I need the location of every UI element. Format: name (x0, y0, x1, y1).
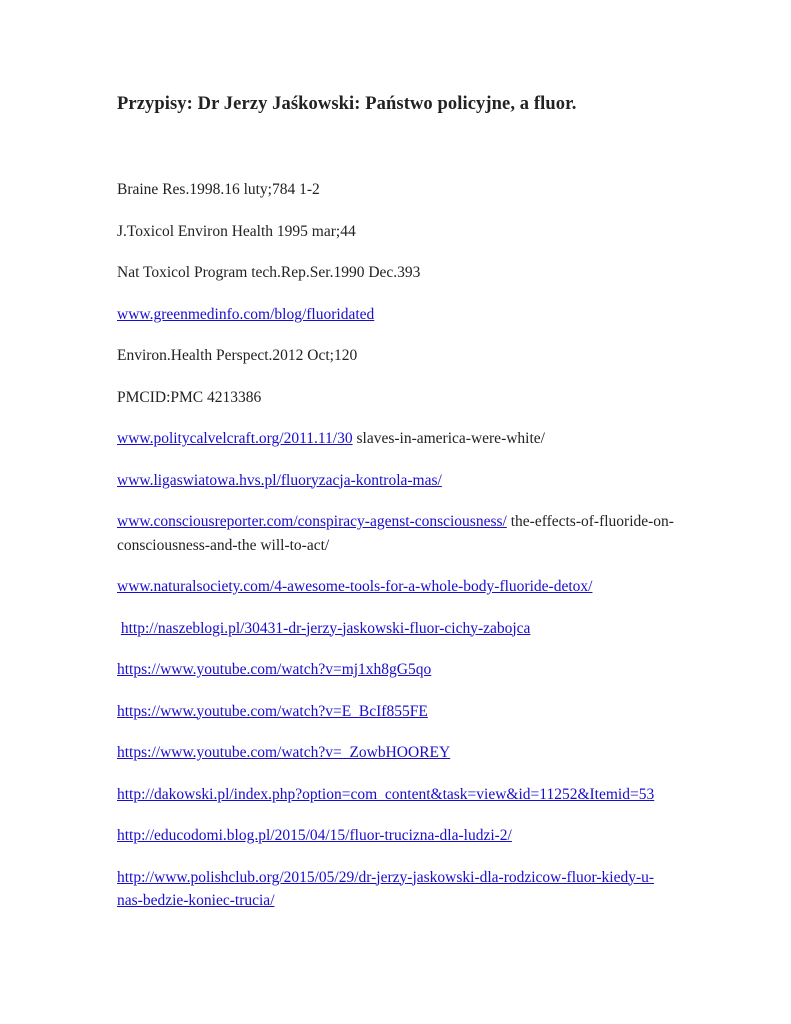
reference-link[interactable]: https://www.youtube.com/watch?v=_ZowbHOOREY (117, 744, 451, 761)
reference-item (117, 427, 677, 451)
reference-item (117, 658, 677, 682)
reference-link[interactable]: www.ligaswiatowa.hvs.pl/fluoryzacja-kontrola-mas/ (117, 471, 442, 489)
reference-list (117, 178, 677, 931)
reference-item (117, 575, 677, 599)
reference-link[interactable]: http://dakowski.pl/index.php?option=com_content&task=view&id=11252&Itemid=53 (117, 785, 655, 803)
reference-link[interactable]: www.consciousreporter.com/conspiracy-agenst-consciousness/ (117, 513, 507, 530)
reference-suffix-text: slaves-in-america-were-white/ (352, 430, 545, 447)
reference-item (117, 824, 677, 848)
reference-link[interactable]: www.naturalsociety.com/4-awesome-tools-for-a-whole-body-fluoride-detox/ (117, 578, 593, 595)
reference-text: J.Toxicol Environ Health 1995 mar;44 (117, 222, 356, 240)
reference-link[interactable]: www.politycalvelcraft.org/2011.11/30 (117, 430, 353, 447)
reference-item (117, 866, 677, 913)
reference-item (117, 303, 677, 327)
reference-link[interactable]: www.greenmedinfo.com/blog/fluoridated (117, 305, 375, 323)
reference-item (117, 617, 677, 641)
reference-link[interactable]: http://naszeblogi.pl/30431-dr-jerzy-jaskowski-fluor-cichy-zabojca (120, 619, 531, 637)
reference-item (117, 741, 677, 765)
reference-item (117, 344, 677, 368)
reference-item (117, 220, 677, 244)
reference-link[interactable]: https://www.youtube.com/watch?v=mj1xh8gG5qo (117, 661, 432, 678)
document-title: Przypisy: Dr Jerzy Jaśkowski: Państwo policyjne, a fluor. (117, 94, 577, 114)
reference-item (117, 783, 677, 807)
reference-item (117, 510, 677, 557)
reference-text: Braine Res.1998.16 luty;784 1-2 (117, 181, 320, 198)
reference-item (117, 469, 677, 493)
reference-link[interactable]: http://www.polishclub.org/2015/05/29/dr-jerzy-jaskowski-dla-rodzicow-fluor-kiedy-u-nas-bedzie-koniec-trucia/ (117, 868, 655, 909)
reference-link[interactable]: https://www.youtube.com/watch?v=E_BcIf855FE (117, 702, 428, 720)
reference-text: Environ.Health Perspect.2012 Oct;120 (117, 347, 358, 364)
reference-item (117, 700, 677, 724)
reference-text: Nat Toxicol Program tech.Rep.Ser.1990 Dec.393 (117, 264, 421, 281)
reference-item (117, 386, 677, 410)
reference-text: PMCID:PMC 4213386 (117, 388, 262, 406)
reference-item (117, 261, 677, 285)
reference-suffix-text: the-effects-of-fluoride-on-consciousness-and-the will-to-act/ (117, 513, 674, 554)
reference-item (117, 178, 677, 202)
reference-link[interactable]: http://educodomi.blog.pl/2015/04/15/fluor-trucizna-dla-ludzi-2/ (117, 827, 512, 844)
